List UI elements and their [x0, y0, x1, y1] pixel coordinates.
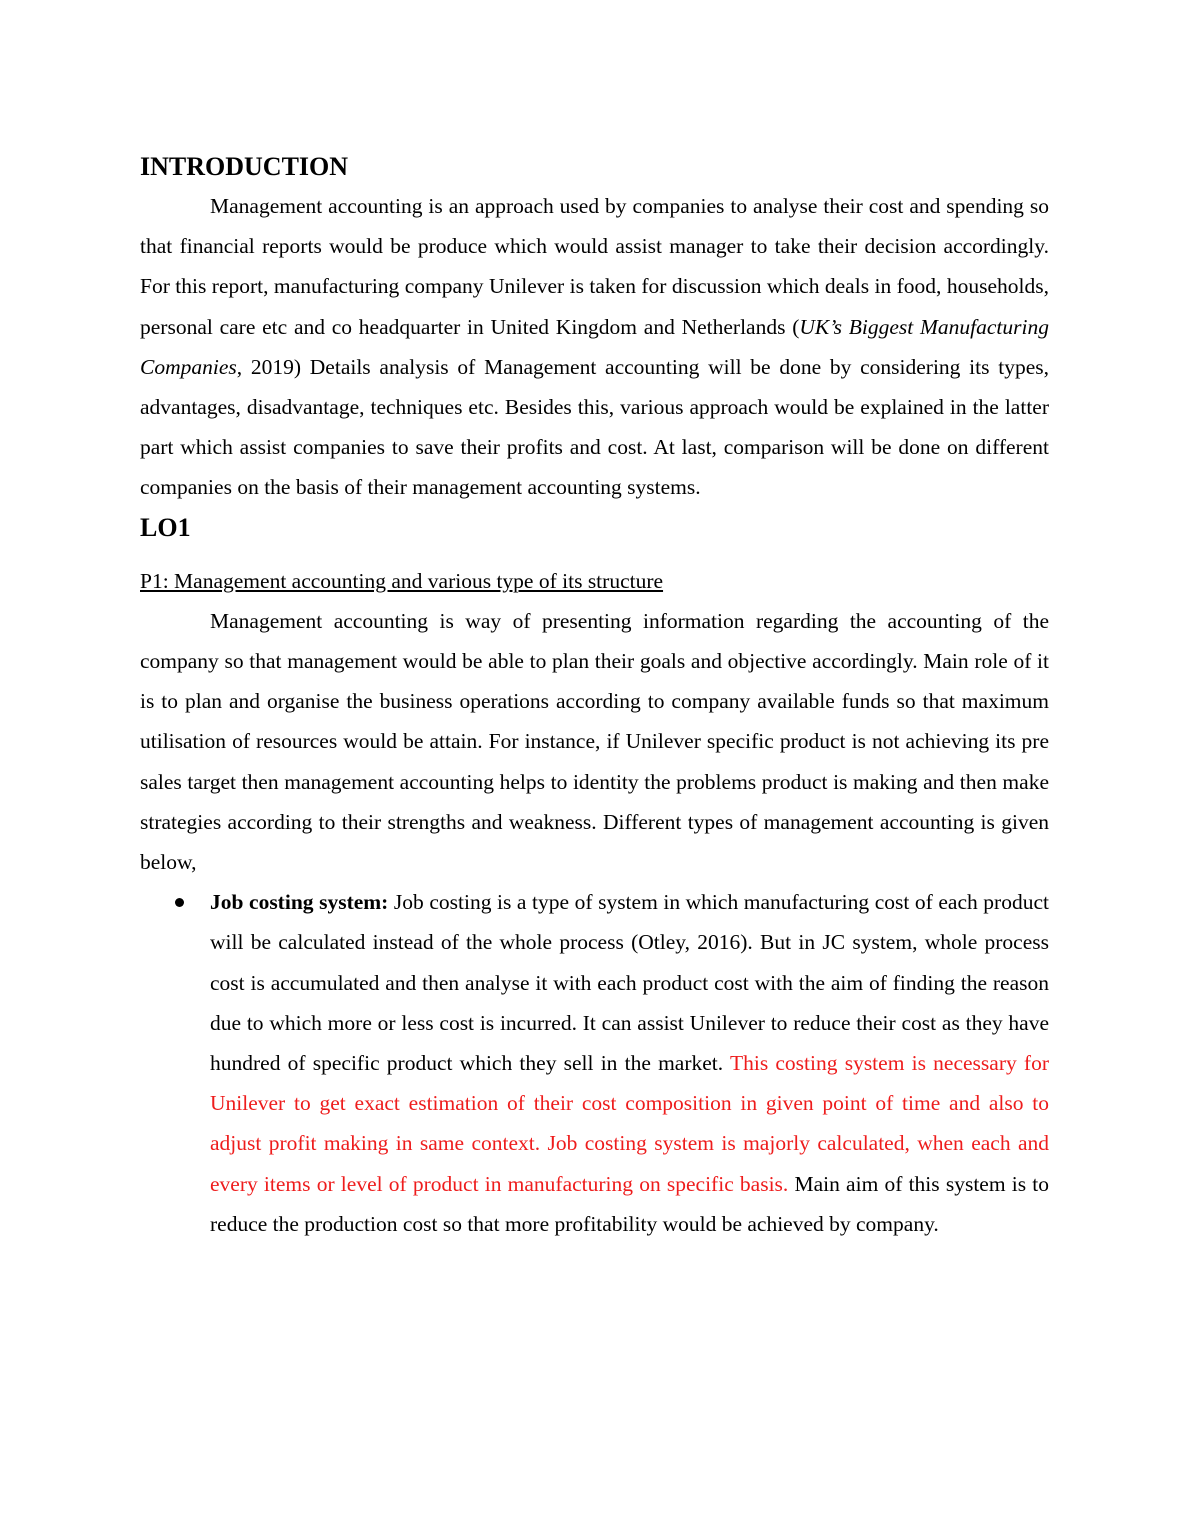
- bullet-text-part2: Main aim of this system is to reduce the production cost so that more profitability would be achieved by company.: [210, 1171, 1049, 1236]
- bullet-title: Job costing system:: [210, 890, 389, 915]
- intro-citation: UK’s Biggest Manufacturing Companies: [140, 314, 1049, 379]
- lo1-heading: LO1: [140, 512, 191, 542]
- bullet-highlighted-text: This costing system is necessary for Unilever to get exact estimation of their cost composition in given point of time and also to adjust profit making in same context. Job costing system is majorly calculated, when each and every items or level of product in manufacturing on specific basis.: [210, 1051, 1049, 1196]
- list-item: [140, 882, 1049, 1244]
- p1-paragraph: Management accounting is way of presenting information regarding the accounting of the company so that management would be able to plan their goals and objective accordingly. Main role of it is to plan and organise the business operations according to company available funds so that maximum utilisation of resources would be attain. For instance, if Unilever specific product is not achieving its pre sales target then management accounting helps to identity the problems product is making and then make strategies according to their strengths and weakness. Different types of management accounting is given below,: [140, 608, 1049, 875]
- p1-subheading: P1: Management accounting and various type of its structure: [140, 568, 664, 593]
- intro-text-part1: Management accounting is an approach used by companies to analyse their cost and spending so that financial reports would be produce which would assist manager to take their decision accordingly. For this report, manufacturing company Unilever is taken for discussion which deals in food, households, personal care etc and co headquarter in United Kingdom and Netherlands (: [140, 194, 1049, 339]
- bullet-text-part1: Job costing is a type of system in which manufacturing cost of each product will be calculated instead of the whole process (Otley, 2016). But in JC system, whole process cost is accumulated and then analyse it with each product cost with the aim of finding the reason due to which more or less cost is incurred. It can assist Unilever to reduce their cost as they have hundred of specific product which they sell in the market.: [210, 890, 1049, 1076]
- intro-text-part2: , 2019) Details analysis of Management accounting will be done by considering its types, advantages, disadvantage, techniques etc. Besides this, various approach would be explained in the latter part which assist companies to save their profits and cost. At last, comparison will be done on different companies on the basis of their management accounting systems.: [140, 354, 1049, 500]
- introduction-paragraph: [140, 186, 1049, 508]
- document-page: [140, 148, 1049, 1244]
- bullet-icon: [175, 898, 184, 907]
- introduction-heading: INTRODUCTION: [140, 152, 349, 181]
- management-accounting-types-list: [140, 882, 1049, 1244]
